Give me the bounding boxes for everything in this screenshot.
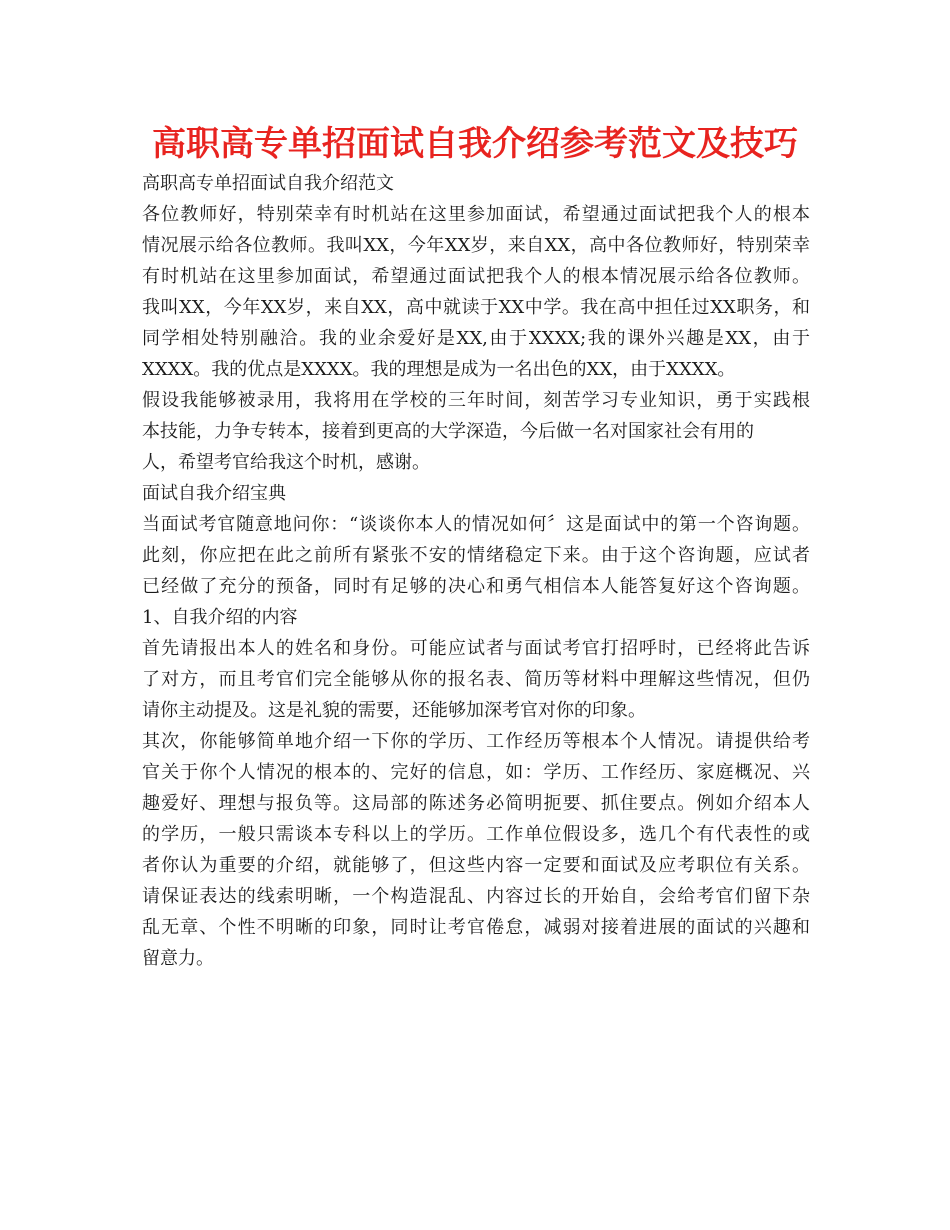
- section-heading: 1、自我介绍的内容: [142, 607, 298, 628]
- paragraph-line: 各位教师好，特别荣幸有时机站在这里参加面试，希望通过面试把我个人的根本: [142, 204, 810, 225]
- paragraph-line: 官关于你个人情况的根本的、完好的信息，如：学历、工作经历、家庭概况、兴: [142, 762, 810, 783]
- paragraph-line: 趣爱好、理想与报负等。这局部的陈述务必简明扼要、抓住要点。例如介绍本人: [142, 793, 810, 814]
- document-body: [142, 168, 810, 974]
- paragraph-line: 请你主动提及。这是礼貌的需要，还能够加深考官对你的印象。: [142, 700, 646, 721]
- section-heading: 高职高专单招面试自我介绍范文: [142, 173, 394, 194]
- paragraph-line: 本技能，力争专转本，接着到更高的大学深造，今后做一名对国家社会有用的: [142, 421, 754, 442]
- paragraph-line: 其次，你能够简单地介绍一下你的学历、工作经历等根本个人情况。请提供给考: [142, 731, 810, 752]
- paragraph-line: 首先请报出本人的姓名和身份。可能应试者与面试考官打招呼时，已经将此告诉: [142, 638, 810, 659]
- paragraph-line: 者你认为重要的介绍，就能够了，但这些内容一定要和面试及应考职位有关系。: [142, 855, 810, 876]
- paragraph-line: 乱无章、个性不明晰的印象，同时让考官倦怠，减弱对接着进展的面试的兴趣和: [142, 917, 810, 938]
- section-heading: 面试自我介绍宝典: [142, 483, 286, 504]
- paragraph-line: 有时机站在这里参加面试，希望通过面试把我个人的根本情况展示给各位教师。: [142, 266, 810, 287]
- paragraph-line: 留意力。: [142, 948, 214, 969]
- paragraph-line: 当面试考官随意地问你：“谈谈你本人的情况如何〞这是面试中的第一个咨询题。: [142, 514, 810, 535]
- paragraph-line: 请保证表达的线索明晰，一个构造混乱、内容过长的开始自，会给考官们留下杂: [142, 886, 810, 907]
- document-title: 高职高专单招面试自我介绍参考范文及技巧: [152, 124, 798, 164]
- paragraph-line: 人，希望考官给我这个时机，感谢。: [142, 452, 430, 473]
- paragraph-line: 我叫XX，今年XX岁，来自XX，高中就读于XX中学。我在高中担任过XX职务，和: [142, 297, 810, 318]
- paragraph-line: 假设我能够被录用，我将用在学校的三年时间，刻苦学习专业知识，勇于实践根: [142, 390, 810, 411]
- paragraph-line: 了对方，而且考官们完全能够从你的报名表、简历等材料中理解这些情况，但仍: [142, 669, 810, 690]
- paragraph-line: XXXX。我的优点是XXXX。我的理想是成为一名出色的XX，由于XXXX。: [142, 359, 736, 380]
- paragraph-line: 同学相处特别融洽。我的业余爱好是XX,由于XXXX;我的课外兴趣是XX，由于: [142, 328, 810, 349]
- paragraph-line: 此刻，你应把在此之前所有紧张不安的情绪稳定下来。由于这个咨询题，应试者: [142, 545, 810, 566]
- paragraph-line: 的学历，一般只需谈本专科以上的学历。工作单位假设多，选几个有代表性的或: [142, 824, 810, 845]
- paragraph-line: 情况展示给各位教师。我叫XX，今年XX岁，来自XX，高中各位教师好，特别荣幸: [142, 235, 810, 256]
- paragraph-line: 已经做了充分的预备，同时有足够的决心和勇气相信本人能答复好这个咨询题。: [142, 576, 810, 597]
